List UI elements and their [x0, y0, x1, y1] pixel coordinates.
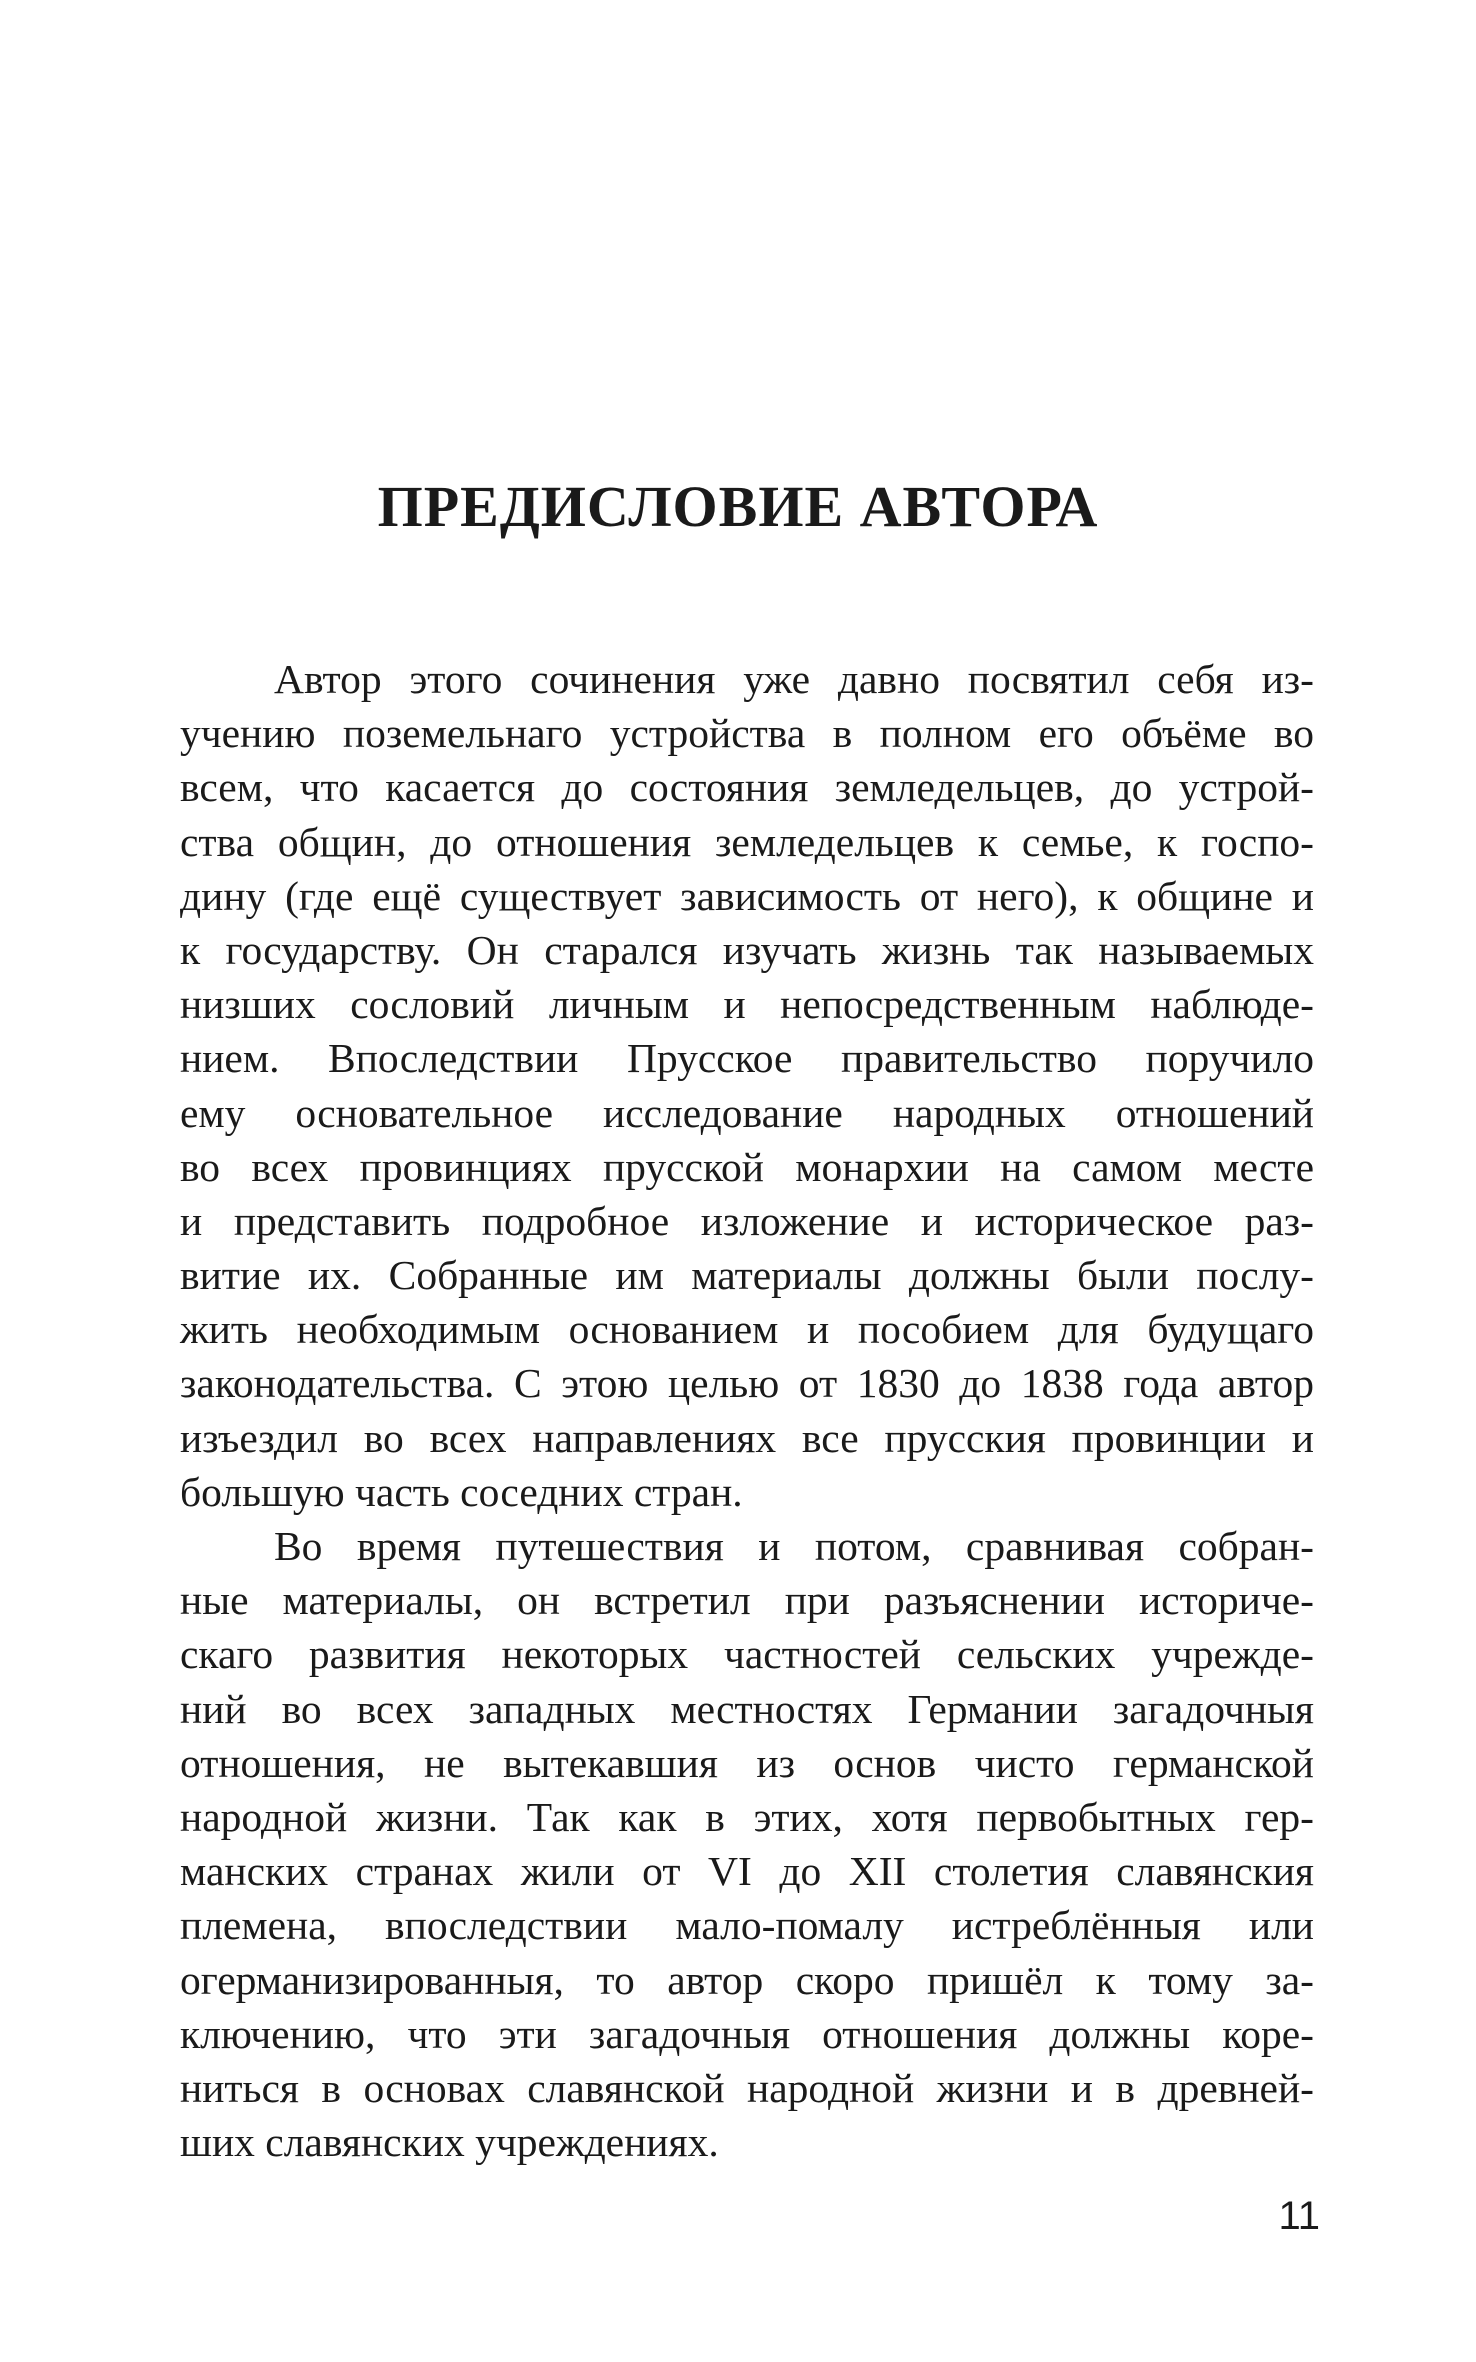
paragraph-1: [180, 652, 1314, 1519]
text-line: дину (где ещё существует зависимость от него), к общине и: [180, 872, 1314, 919]
paragraph-2: [180, 1519, 1314, 2169]
text-line: учению поземельнаго устройства в полном его объёме во: [180, 710, 1314, 757]
text-line: племена, впоследствии мало-помалу истреблённыя или: [180, 1902, 1314, 1949]
text-line: ключению, что эти загадочныя отношения должны коре-: [180, 2010, 1314, 2057]
page-number: 11: [1278, 2194, 1320, 2238]
text-line: скаго развития некоторых частностей сельских учрежде-: [180, 1631, 1314, 1678]
text-line: народной жизни. Так как в этих, хотя первобытных гер-: [180, 1793, 1314, 1840]
text-line: ний во всех западных местностях Германии загадочныя: [180, 1685, 1314, 1732]
text-line: витие их. Собранные им материалы должны были послу-: [180, 1252, 1314, 1299]
text-line: жить необходимым основанием и пособием для будущаго: [180, 1306, 1314, 1353]
text-line: ших славянских учреждениях.: [180, 2119, 719, 2166]
text-line: к государству. Он старался изучать жизнь так называемых: [180, 926, 1314, 973]
text-line: Автор этого сочинения уже давно посвятил себя из-: [274, 656, 1314, 702]
text-line: законодательства. С этою целью от 1830 до 1838 года автор: [180, 1360, 1314, 1407]
text-line: большую часть соседних стран.: [180, 1468, 743, 1515]
text-line: во всех провинциях прусской монархии на самом месте: [180, 1143, 1314, 1190]
text-line: манских странах жили от VI до XII столетия славянския: [180, 1848, 1314, 1895]
text-line: Во время путешествия и потом, сравнивая собран-: [274, 1523, 1314, 1569]
chapter-title: ПРЕДИСЛОВИЕ АВТОРА: [377, 474, 1099, 539]
text-line: ные материалы, он встретил при разъяснении историче-: [180, 1577, 1314, 1624]
text-line: низших сословий личным и непосредственным наблюде-: [180, 981, 1314, 1028]
body-text: [180, 652, 1314, 2169]
text-line: всем, что касается до состояния земледельцев, до устрой-: [180, 764, 1314, 811]
text-line: ниться в основах славянской народной жизни и в древней-: [180, 2064, 1314, 2111]
text-line: ства общин, до отношения земледельцев к семье, к госпо-: [180, 818, 1314, 865]
text-line: ему основательное исследование народных отношений: [180, 1089, 1314, 1136]
text-line: отношения, не вытекавшия из основ чисто германской: [180, 1739, 1314, 1786]
text-line: нием. Впоследствии Прусское правительство поручило: [180, 1035, 1314, 1082]
text-line: огерманизированныя, то автор скоро пришёл к тому за-: [180, 1956, 1314, 2003]
text-line: и представить подробное изложение и историческое раз-: [180, 1197, 1314, 1244]
text-line: изъездил во всех направлениях все прусския провинции и: [180, 1414, 1314, 1461]
